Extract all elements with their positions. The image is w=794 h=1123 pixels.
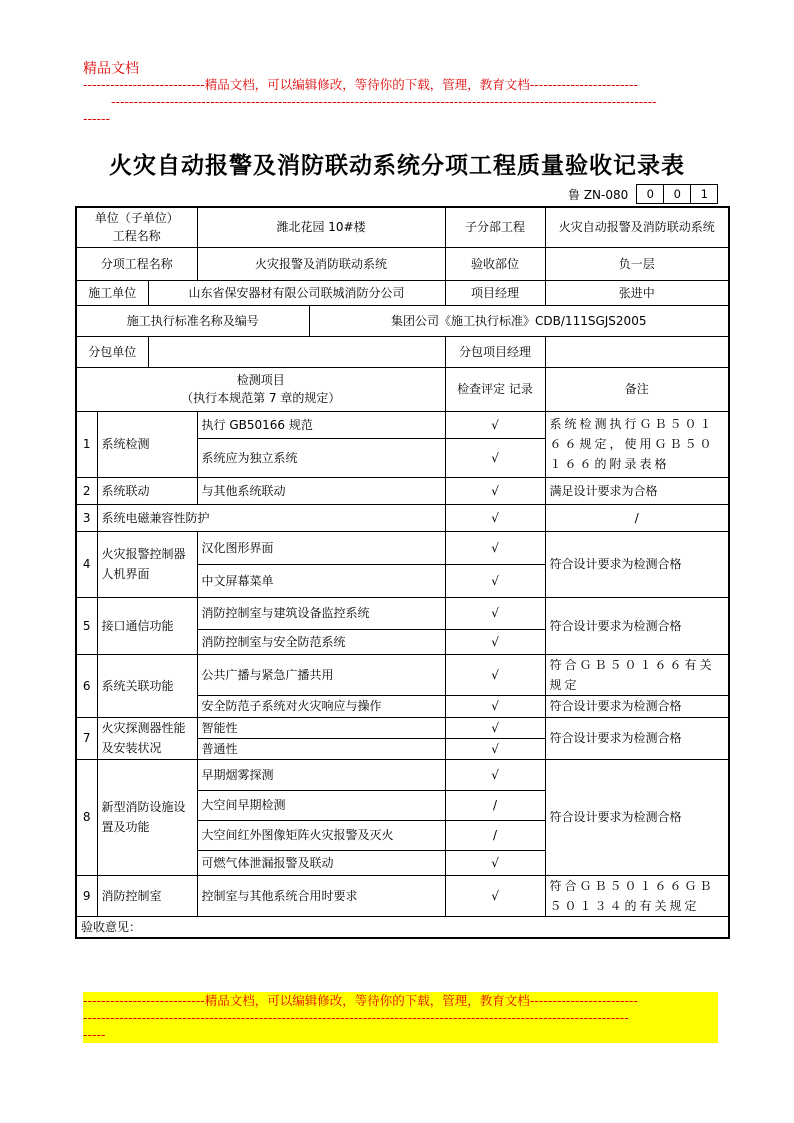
sub-item: 控制室与其他系统合用时要求 bbox=[197, 875, 445, 916]
promo-line: ---------------------------精品文档，可以编辑修改，等待你的下载，管理，教育文档------------------------ bbox=[83, 77, 639, 92]
sub-dept-value: 火灾自动报警及消防联动系统 bbox=[545, 207, 729, 247]
form-code bbox=[568, 184, 718, 204]
check-mark: √ bbox=[445, 850, 545, 875]
item-name-value: 火灾报警及消防联动系统 bbox=[197, 247, 445, 280]
item-number: 3 bbox=[76, 504, 97, 531]
table-row bbox=[76, 411, 729, 438]
check-mark: √ bbox=[445, 695, 545, 717]
item-number: 1 bbox=[76, 411, 97, 477]
construct-unit-label: 施工单位 bbox=[76, 280, 148, 305]
accept-part-value: 负一层 bbox=[545, 247, 729, 280]
promo-line: ------------------------------------------------------------------------------------------------------------------------- bbox=[111, 94, 657, 109]
check-mark: √ bbox=[445, 597, 545, 629]
item-name: 接口通信功能 bbox=[97, 597, 197, 654]
brand-label: 精品文档 bbox=[83, 61, 139, 77]
item-note: 符合设计要求为检测合格 bbox=[545, 597, 729, 654]
check-header: 检查评定 记录 bbox=[445, 367, 545, 411]
table-row bbox=[76, 531, 729, 564]
sub-item: 普通性 bbox=[197, 738, 445, 759]
item-note: 满足设计要求为合格 bbox=[545, 477, 729, 504]
item-note: 符合设计要求为检测合格 bbox=[545, 695, 729, 717]
check-mark: √ bbox=[445, 477, 545, 504]
item-number: 2 bbox=[76, 477, 97, 504]
accept-part-label: 验收部位 bbox=[445, 247, 545, 280]
item-header: 检测项目 （执行本规范第 7 章的规定） bbox=[76, 367, 445, 411]
acceptance-opinion: 验收意见： bbox=[76, 916, 729, 938]
promo-line: ------------------------------------------------------------------------------------------------------------------------- bbox=[83, 1010, 629, 1025]
table-row bbox=[76, 654, 729, 695]
item-note: 符合ＧＢ５０１６６有关规定 bbox=[545, 654, 729, 695]
check-mark: √ bbox=[445, 438, 545, 477]
sub-item: 执行 GB50166 规范 bbox=[197, 411, 445, 438]
standard-label: 施工执行标准名称及编号 bbox=[76, 305, 309, 336]
item-note: 符合设计要求为检测合格 bbox=[545, 717, 729, 759]
item-note: 符合ＧＢ５０１６６ＧＢ５０１３４的有关规定 bbox=[545, 875, 729, 916]
check-mark: √ bbox=[445, 411, 545, 438]
sub-item: 大空间红外图像矩阵火灾报警及灭火 bbox=[197, 820, 445, 850]
form-code-box: 0 bbox=[663, 184, 691, 204]
form-code-box: 0 bbox=[636, 184, 664, 204]
item-name-label: 分项工程名称 bbox=[76, 247, 197, 280]
table-row bbox=[76, 875, 729, 916]
table-row bbox=[76, 367, 729, 411]
table-row bbox=[76, 759, 729, 790]
check-mark: √ bbox=[445, 564, 545, 597]
sub-item: 智能性 bbox=[197, 717, 445, 738]
promo-banner-bottom bbox=[83, 992, 718, 1043]
sub-item: 系统应为独立系统 bbox=[197, 438, 445, 477]
sub-pm-label: 分包项目经理 bbox=[445, 336, 545, 367]
item-name: 系统检测 bbox=[97, 411, 197, 477]
promo-banner-top bbox=[83, 76, 657, 127]
check-mark: √ bbox=[445, 654, 545, 695]
table-row bbox=[76, 280, 729, 305]
check-mark: √ bbox=[445, 504, 545, 531]
sub-item: 公共广播与紧急广播共用 bbox=[197, 654, 445, 695]
item-name: 系统联动 bbox=[97, 477, 197, 504]
sub-item: 早期烟雾探测 bbox=[197, 759, 445, 790]
table-row bbox=[76, 247, 729, 280]
check-mark: / bbox=[445, 820, 545, 850]
sub-item: 汉化图形界面 bbox=[197, 531, 445, 564]
sub-pm-value bbox=[545, 336, 729, 367]
table-row bbox=[76, 305, 729, 336]
check-mark: √ bbox=[445, 738, 545, 759]
sub-item: 大空间早期检测 bbox=[197, 790, 445, 820]
item-number: 8 bbox=[76, 759, 97, 875]
table-row bbox=[76, 597, 729, 629]
sub-dept-label: 子分部工程 bbox=[445, 207, 545, 247]
item-number: 5 bbox=[76, 597, 97, 654]
form-code-box: 1 bbox=[690, 184, 718, 204]
item-number: 7 bbox=[76, 717, 97, 759]
item-note: 符合设计要求为检测合格 bbox=[545, 759, 729, 875]
item-number: 6 bbox=[76, 654, 97, 717]
table-row bbox=[76, 916, 729, 938]
check-mark: √ bbox=[445, 875, 545, 916]
unit-label: 单位（子单位） 工程名称 bbox=[76, 207, 197, 247]
construct-unit-value: 山东省保安器材有限公司联城消防分公司 bbox=[148, 280, 445, 305]
item-name: 系统关联功能 bbox=[97, 654, 197, 717]
item-name: 火灾探测器性能及安装状况 bbox=[97, 717, 197, 759]
sub-item: 可燃气体泄漏报警及联动 bbox=[197, 850, 445, 875]
item-name: 消防控制室 bbox=[97, 875, 197, 916]
item-name: 系统电磁兼容性防护 bbox=[97, 504, 445, 531]
standard-value: 集团公司《施工执行标准》CDB/111SGJS2005 bbox=[309, 305, 729, 336]
pm-label: 项目经理 bbox=[445, 280, 545, 305]
sub-item: 中文屏幕菜单 bbox=[197, 564, 445, 597]
sub-item: 消防控制室与安全防范系统 bbox=[197, 629, 445, 654]
table-row bbox=[76, 504, 729, 531]
item-note: / bbox=[545, 504, 729, 531]
sub-item: 安全防范子系统对火灾响应与操作 bbox=[197, 695, 445, 717]
check-mark: √ bbox=[445, 759, 545, 790]
table-row bbox=[76, 717, 729, 738]
acceptance-table bbox=[75, 206, 730, 939]
promo-line: ------ bbox=[83, 111, 111, 126]
table-row bbox=[76, 336, 729, 367]
document-title: 火灾自动报警及消防联动系统分项工程质量验收记录表 bbox=[109, 153, 685, 179]
promo-line: ----- bbox=[83, 1027, 106, 1042]
check-mark: √ bbox=[445, 629, 545, 654]
item-name: 火灾报警控制器人机界面 bbox=[97, 531, 197, 597]
check-mark: √ bbox=[445, 717, 545, 738]
check-mark: / bbox=[445, 790, 545, 820]
sub-item: 消防控制室与建筑设备监控系统 bbox=[197, 597, 445, 629]
sub-item: 与其他系统联动 bbox=[197, 477, 445, 504]
sub-unit-value bbox=[148, 336, 445, 367]
form-code-label: 鲁 ZN-080 bbox=[568, 187, 629, 202]
sub-unit-label: 分包单位 bbox=[76, 336, 148, 367]
check-mark: √ bbox=[445, 531, 545, 564]
item-note: 符合设计要求为检测合格 bbox=[545, 531, 729, 597]
item-number: 9 bbox=[76, 875, 97, 916]
note-header: 备注 bbox=[545, 367, 729, 411]
table-row bbox=[76, 477, 729, 504]
item-number: 4 bbox=[76, 531, 97, 597]
item-name: 新型消防设施设置及功能 bbox=[97, 759, 197, 875]
promo-line: ---------------------------精品文档，可以编辑修改，等待你的下载，管理，教育文档------------------------ bbox=[83, 993, 639, 1008]
item-note: 系统检测执行ＧＢ５０１６６规定，使用ＧＢ５０１６６的附录表格 bbox=[545, 411, 729, 477]
table-row bbox=[76, 207, 729, 247]
pm-value: 张进中 bbox=[545, 280, 729, 305]
unit-value: 潍北花园 10#楼 bbox=[197, 207, 445, 247]
